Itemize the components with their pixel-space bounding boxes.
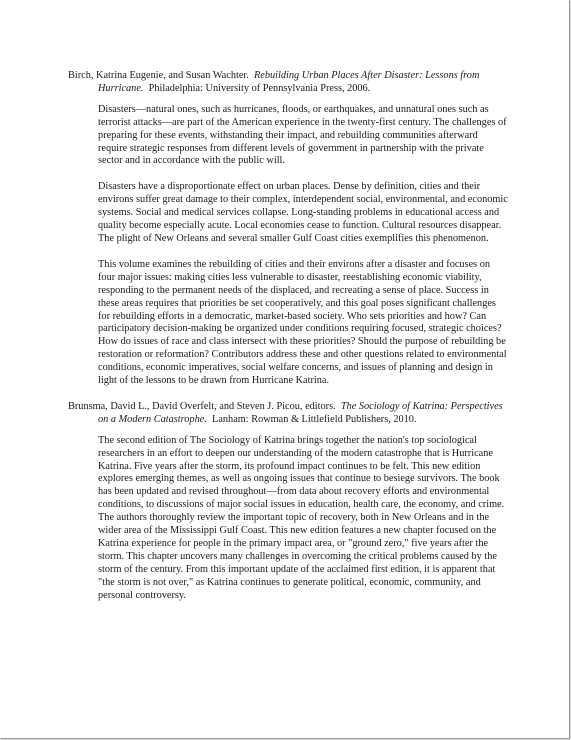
citation — [68, 70, 508, 96]
citation-title: The Sociology of Katrina: Perspectives on a Modern Catastrophe. — [98, 400, 503, 425]
bibliography — [68, 70, 508, 616]
bibliography-entry — [68, 70, 508, 388]
bibliography-entry — [68, 401, 508, 603]
citation-authors: Birch, Katrina Eugenie, and Susan Wachter. — [68, 70, 249, 81]
citation-publisher: Lanham: Rowman & Littlefield Publishers, 2010. — [212, 413, 417, 425]
annotation-paragraph: Disasters—natural ones, such as hurricanes, floods, or earthquakes, and unnatural ones such as terrorist attacks—are part of the American experience in the twenty-first century. The challenges of preparing for these events, withstanding their impact, and rebuilding communities afterward require strategic responses from different levels of government in partnership with the private sector and in accordance with the public will. — [98, 103, 507, 167]
citation-authors: Brunsma, David L., David Overfelt, and Steven J. Picou, editors. — [68, 400, 336, 412]
annotation-paragraph: The second edition of The Sociology of Katrina brings together the nation's top sociological researchers in an effort to deepen our understanding of the modern catastrophe that is Hurricane Katrina. Five years after the storm, its profound impact continues to be felt. This new edition explores emerging themes, as well as ongoing issues that continue to besiege survivors. The book has been updated and revised throughout—from data about recovery efforts and environmental conditions, to discussions of major social issues in education, health care, the economy, and crime. The authors thoroughly review the important topic of recovery, both in New Orleans and in the wider area of the Mississippi Gulf Coast. This new edition features a new chapter focused on the Katrina experience for people in the primary impact area, or "ground zero," five years after the storm. This chapter uncovers many challenges in overcoming the critical problems caused by the storm of the century. From this important update of the acclaimed first edition, it is apparent that "the storm is not over," as Katrina continues to generate political, economic, community, and personal controversy. — [98, 434, 505, 601]
annotation-paragraph: Disasters have a disproportionate effect on urban places. Dense by definition, cities and their environs suffer great damage to their complex, interdependent social, environmental, and economic systems. Social and medical services collapse. Long-standing problems in educational access and quality become especially acute. Local economies cease to function. Cultural resources disappear. The plight of New Orleans and several smaller Gulf Coast cities exemplifies this phenomenon. — [98, 181, 508, 244]
annotation-paragraph: This volume examines the rebuilding of cities and their environs after a disaster and focuses on four major issues: making cities less vulnerable to disaster, reestablishing economic viability, responding to the permanent needs of the displaced, and recreating a sense of place. Success in these areas requires that priorities be set cooperatively, and this goal poses significant challenges for rebuilding efforts in a democratic, market-based society. Who sets priorities and how? Can participatory decision-making be organized under conditions requiring focused, strategic choices? How do issues of race and class intersect with these priorities? Should the purpose of rebuilding be restoration or reformation? Contributors address these and other questions related to environmental conditions, economic imperatives, social welfare concerns, and issues of planning and design in light of the lessons to be drawn from Hurricane Katrina. — [98, 258, 507, 387]
citation-title: Rebuilding Urban Places After Disaster: Lessons from Hurricane. — [98, 70, 480, 94]
citation — [68, 401, 508, 427]
citation-publisher: Philadelphia: University of Pennsylvania Press, 2006. — [148, 82, 371, 94]
